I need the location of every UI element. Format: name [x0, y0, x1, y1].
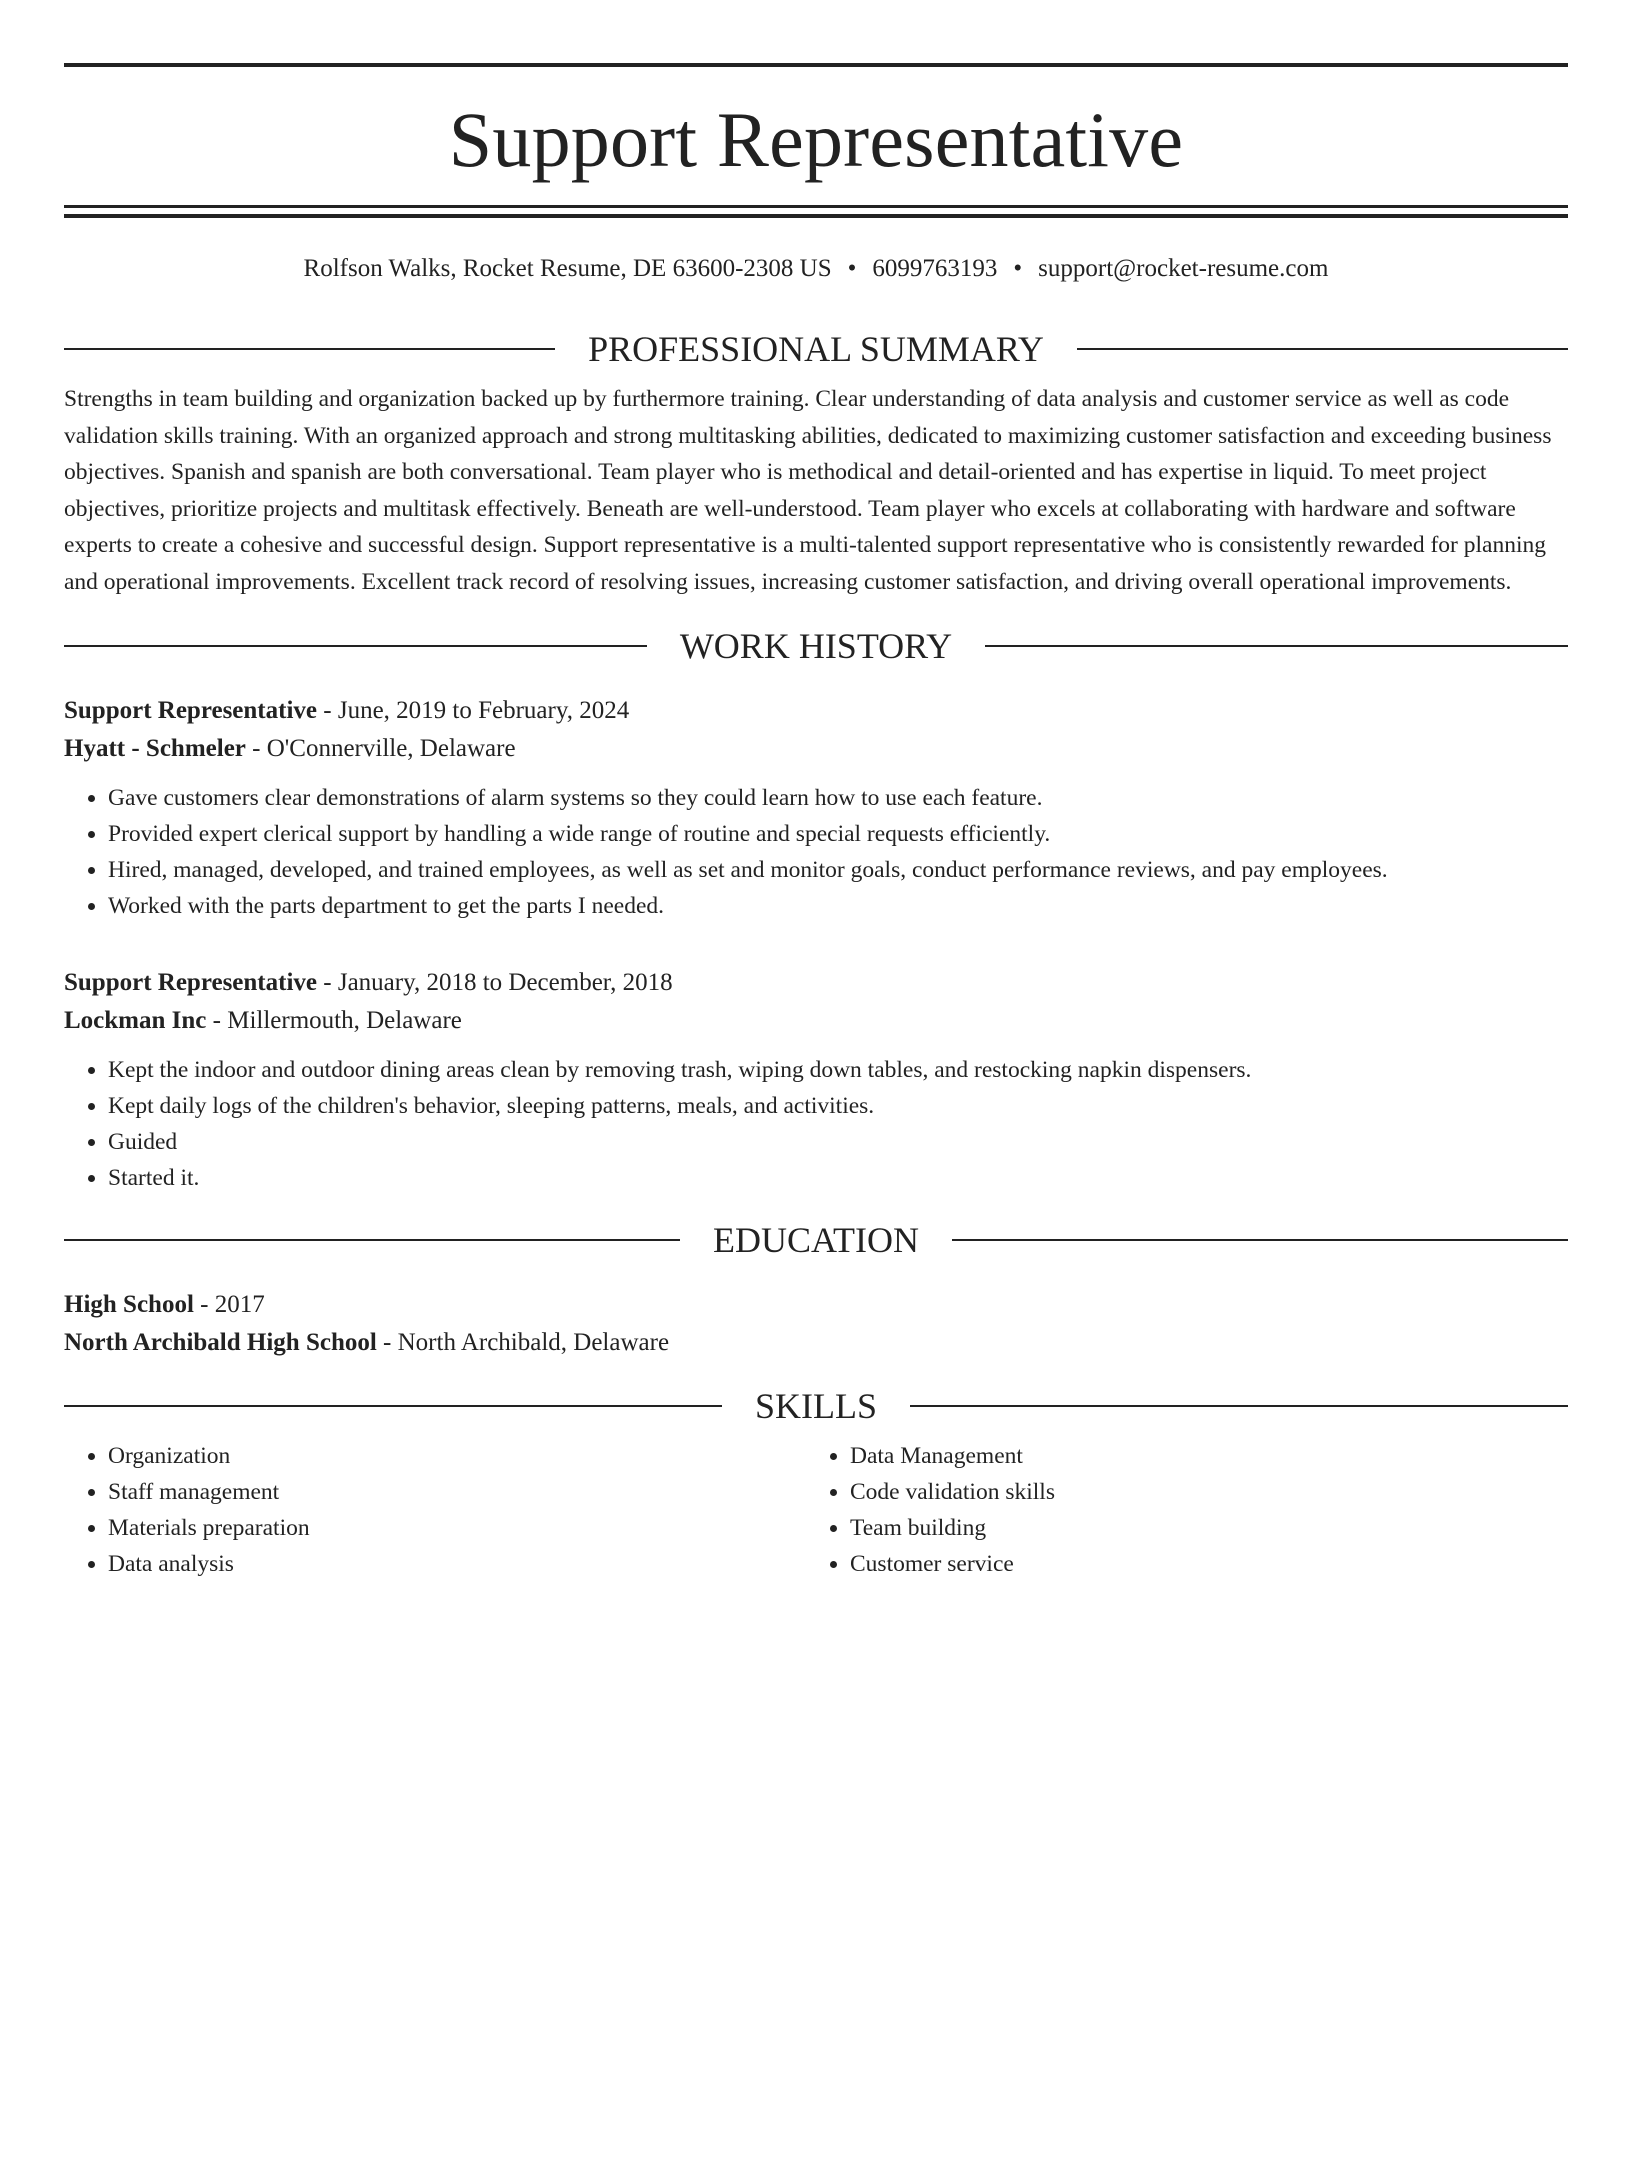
job-company-line: [64, 730, 1568, 768]
section-title-skills: SKILLS: [755, 1386, 878, 1426]
section-header-skills: [64, 1388, 1568, 1424]
section-rule-right: [1077, 348, 1568, 350]
list-item: • Code validation skills: [850, 1474, 1568, 1510]
list-item: • Materials preparation: [108, 1510, 806, 1546]
list-item: • Kept the indoor and outdoor dining areas clean by removing trash, wiping down tables, and restocking napkin dispensers.: [108, 1052, 1568, 1088]
job-company: Lockman Inc: [64, 1007, 207, 1034]
section-rule-right: [910, 1405, 1568, 1407]
contact-line: [64, 256, 1568, 281]
contact-separator: •: [1013, 255, 1023, 282]
summary-text: Strengths in team building and organization backed up by furthermore training. Clear understanding of data analysis and customer service as well as code validation skills training. With an organized approach and strong multitasking abilities, dedicated to maximizing customer satisfaction and exceeding business objectives. Spanish and spanish are both conversational. Team player who is methodical and detail-oriented and has expertise in liquid. To meet project objectives, prioritize projects and multitask effectively. Beneath are well-understood. Team player who excels at collaborating with hardware and software experts to create a cohesive and successful design. Support representative is a multi-talented support representative who is consistently rewarded for planning and operational improvements. Excellent track record of resolving issues, increasing customer satisfaction, and driving overall operational improvements.: [64, 386, 1552, 595]
section-rule-left: [64, 645, 647, 647]
section-rule-left: [64, 1405, 722, 1407]
education-year: - 2017: [193, 1291, 265, 1318]
job-title-line: [64, 692, 1568, 730]
resume-page: [0, 63, 1632, 2175]
skills-list-right: [806, 1438, 1568, 1582]
education-degree-line: [64, 1286, 1568, 1324]
list-item: • Started it.: [108, 1160, 1568, 1196]
education-location: - North Archibald, Delaware: [376, 1329, 670, 1356]
list-item: • Organization: [108, 1438, 806, 1474]
resume-name: Support Representative: [448, 96, 1184, 183]
list-item: • Guided: [108, 1124, 1568, 1160]
list-item: • Staff management: [108, 1474, 806, 1510]
job-role: Support Representative: [64, 697, 318, 724]
job-dates: - June, 2019 to February, 2024: [317, 697, 630, 724]
list-item: • Gave customers clear demonstrations of alarm systems so they could learn how to use each feature.: [108, 780, 1568, 816]
list-item: • Kept daily logs of the children's behavior, sleeping patterns, meals, and activities.: [108, 1088, 1568, 1124]
education-school: North Archibald High School: [64, 1329, 377, 1356]
list-item: • Provided expert clerical support by handling a wide range of routine and special requests efficiently.: [108, 816, 1568, 852]
job-entry: [64, 964, 1568, 1196]
section-header-summary: [64, 331, 1568, 367]
list-item: • Hired, managed, developed, and trained employees, as well as set and monitor goals, conduct performance reviews, and pay employees.: [108, 852, 1568, 888]
header-double-rule: [64, 205, 1568, 218]
top-rule: [64, 63, 1568, 67]
contact-separator: •: [847, 255, 857, 282]
contact-email: support@rocket-resume.com: [1038, 255, 1329, 282]
list-item: • Data analysis: [108, 1546, 806, 1582]
section-rule-left: [64, 348, 555, 350]
job-role: Support Representative: [64, 969, 318, 996]
list-item: • Customer service: [850, 1546, 1568, 1582]
section-title-education: EDUCATION: [713, 1220, 919, 1260]
job-entry: [64, 692, 1568, 924]
skills-list-left: [64, 1438, 806, 1582]
job-location: - Millermouth, Delaware: [206, 1007, 462, 1034]
section-header-education: [64, 1222, 1568, 1258]
section-rule-right: [985, 645, 1568, 647]
job-location: - O'Connerville, Delaware: [245, 735, 516, 762]
job-dates: - January, 2018 to December, 2018: [317, 969, 673, 996]
job-company-line: [64, 1002, 1568, 1040]
education-entry: [64, 1286, 1568, 1362]
section-header-work: [64, 628, 1568, 664]
section-rule-left: [64, 1239, 680, 1241]
education-degree: High School: [64, 1291, 194, 1318]
list-item: • Worked with the parts department to get the parts I needed.: [108, 888, 1568, 924]
section-title-work: WORK HISTORY: [679, 626, 953, 666]
section-rule-right: [952, 1239, 1568, 1241]
list-item: • Team building: [850, 1510, 1568, 1546]
list-item: • Data Management: [850, 1438, 1568, 1474]
contact-address: Rolfson Walks, Rocket Resume, DE 63600-2308 US: [303, 255, 832, 282]
job-bullets: [64, 780, 1568, 924]
job-bullets: [64, 1052, 1568, 1196]
job-company: Hyatt - Schmeler: [64, 735, 246, 762]
job-title-line: [64, 964, 1568, 1002]
contact-phone: 6099763193: [872, 255, 998, 282]
education-school-line: [64, 1324, 1568, 1362]
section-title-summary: PROFESSIONAL SUMMARY: [588, 329, 1044, 369]
skills-columns: [64, 1438, 1568, 1582]
